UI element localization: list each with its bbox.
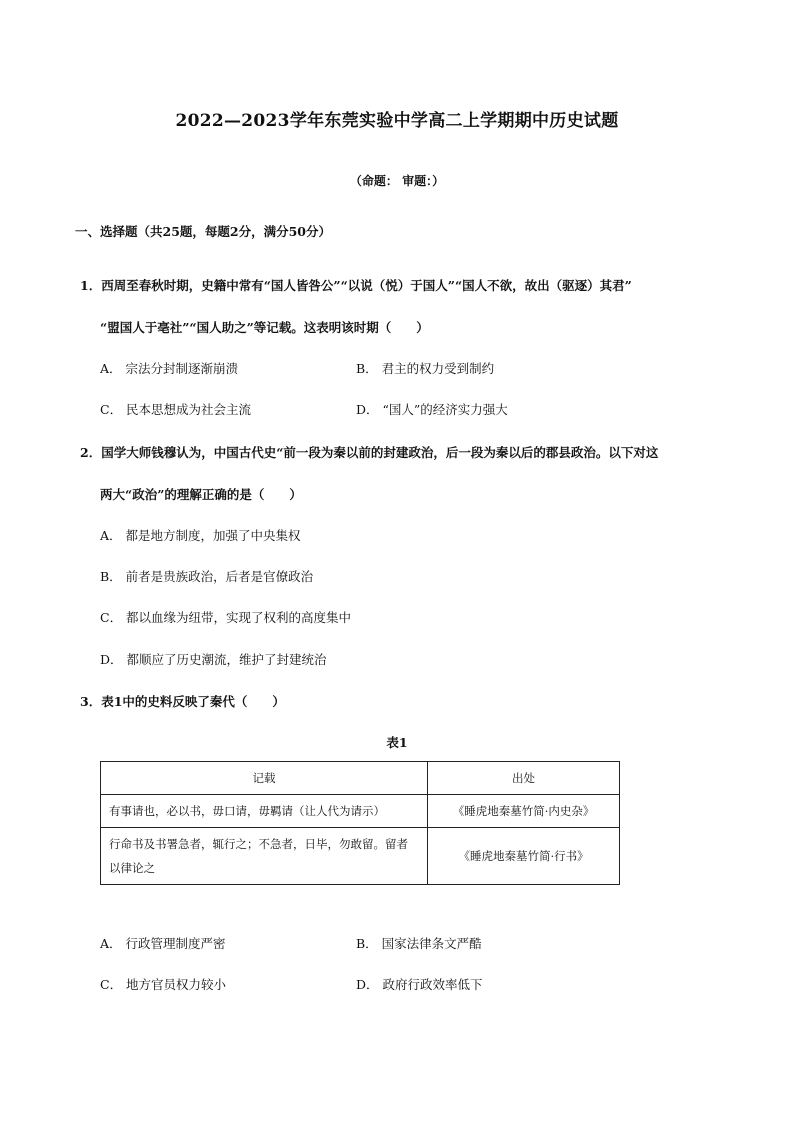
table-row [101, 795, 620, 828]
table-cell-source: 《睡虎地秦墓竹简·内史杂》 [428, 795, 620, 828]
subtitle: （命题： 审题：） [349, 174, 445, 188]
question-2-option-b: B． 前者是贵族政治，后者是官僚政治 [100, 569, 314, 584]
question-1-option-d: D． “国人”的经济实力强大 [356, 402, 508, 417]
question-2-option-d: D． 都顺应了历史潮流，维护了封建统治 [100, 652, 327, 667]
question-1-option-b: B． 君主的权力受到制约 [356, 361, 495, 376]
table-cell-record: 行命书及书署急者，辄行之；不急者，日毕，勿敢留。留者以律论之 [101, 828, 428, 885]
question-2-line-2: 两大“政治”的理解正确的是（ ） [100, 487, 302, 502]
question-1-line-2: “盟国人于亳社”“国人助之”等记载。这表明该时期（ ） [100, 320, 429, 335]
question-3-option-b: B． 国家法律条文严酷 [356, 936, 482, 951]
table-cell-record: 有事请也，必以书，毋口请，毋羁请（让人代为请示） [101, 795, 428, 828]
table-caption: 表1 [386, 735, 408, 750]
table-header-row [101, 762, 620, 795]
source-table [100, 761, 620, 885]
question-3-option-c: C． 地方官员权力较小 [100, 977, 227, 992]
table-row [101, 828, 620, 885]
table-header-record: 记载 [101, 762, 428, 795]
question-3-option-d: D． 政府行政效率低下 [356, 977, 483, 992]
page-title: 2022—2023学年东莞实验中学高二上学期期中历史试题 [175, 111, 619, 131]
question-1-option-c: C． 民本思想成为社会主流 [100, 402, 252, 417]
table-cell-source: 《睡虎地秦墓竹简·行书》 [428, 828, 620, 885]
question-1-option-a: A． 宗法分封制逐渐崩溃 [100, 361, 239, 376]
question-3-option-a: A． 行政管理制度严密 [100, 936, 226, 951]
section-heading: 一、选择题（共25题，每题2分，满分50分） [75, 224, 331, 239]
question-2-line-1: 2．国学大师钱穆认为，中国古代史“前一段为秦以前的封建政治，后一段为秦以后的郡县政治。以下对这 [80, 445, 659, 460]
question-1-line-1: 1．西周至春秋时期，史籍中常有“国人皆咎公”“以说（悦）于国人”“国人不欲，故出（驱逐）其君” [80, 278, 632, 293]
table-header-source: 出处 [428, 762, 620, 795]
question-2-option-a: A． 都是地方制度，加强了中央集权 [100, 528, 301, 543]
question-3-line-1: 3．表1中的史料反映了秦代（ ） [80, 694, 285, 709]
question-2-option-c: C． 都以血缘为纽带，实现了权利的高度集中 [100, 610, 352, 625]
